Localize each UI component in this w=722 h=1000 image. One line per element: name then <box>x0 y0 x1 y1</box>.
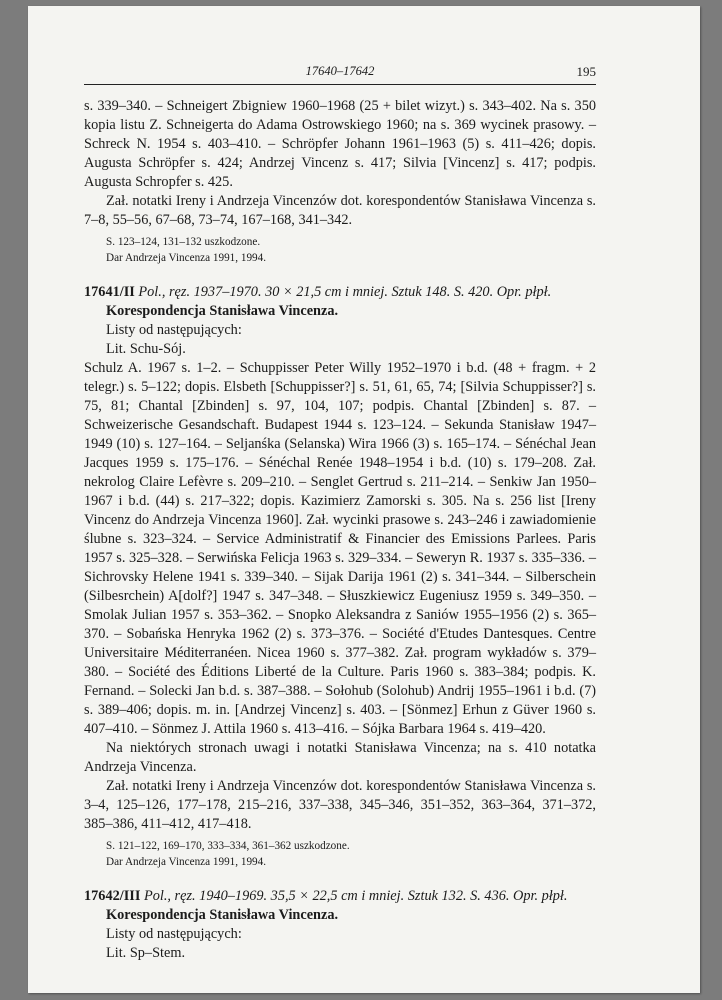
damage-note: S. 121–122, 169–170, 333–334, 361–362 uszkodzone. <box>106 840 350 852</box>
entry-letter-range: Lit. Sp–Stem. <box>106 945 186 961</box>
entry-17641 <box>84 283 596 302</box>
entry-note: Na niektórych stronach uwagi i notatki Stanisława Vincenza; na s. 410 notatka Andrzeja Vincenza. <box>84 740 596 775</box>
entry-17642 <box>84 887 596 906</box>
entry-note: Zał. notatki Ireny i Andrzeja Vincenzów dot. korespondentów Stanisława Vincenza s. 3–4, 125–126, 177–178, 215–216, 337–338, 345–346, 351–352, 363–364, 371–372, 385–386, 411–412, 417–418. <box>84 778 596 832</box>
entry-number: 17641/II <box>84 284 135 300</box>
entry-list-intro: Listy od następujących: <box>106 926 242 942</box>
page-number: 195 <box>576 64 596 79</box>
provenance-note: Dar Andrzeja Vincenza 1991, 1994. <box>106 252 267 264</box>
page-content <box>84 97 596 963</box>
provenance-note: Dar Andrzeja Vincenza 1991, 1994. <box>106 856 267 868</box>
entry-note: Zał. notatki Ireny i Andrzeja Vincenzów dot. korespondentów Stanisława Vincenza s. 7–8, 55–56, 67–68, 73–74, 167–168, 341–342. <box>84 193 596 228</box>
entry-meta: Pol., ręz. 1940–1969. 35,5 × 22,5 cm i mniej. Sztuk 132. S. 436. Opr. płpł. <box>143 888 568 904</box>
entry-title: Korespondencja Stanisława Vincenza. <box>106 303 339 319</box>
entry-letter-range: Lit. Schu-Sój. <box>106 341 186 357</box>
damage-note: S. 123–124, 131–132 uszkodzone. <box>106 236 261 248</box>
entry-body: Schulz A. 1967 s. 1–2. – Schuppisser Peter Willy 1952–1970 i b.d. (48 + fragm. + 2 telegr.) s. 5–122; dopis. Elsbeth [Schuppisser?] s. 51, 61, 65, 74; [Silvia Schuppisser?] s. 75, 81; Chantal [Zbinden] s. 97, 104, 107; podpis. Chantal [Zbinden] s. 87. – Schweizerische Gesandschaft. Budapest 1944 s. 123–124. – Sekunda Stanisław 1947–1949 (10) s. 127–164. – Seljanśka (Selanska) Wira 1966 (3) s. 165–174. – Sénéchal Jean Jacques 1959 s. 175–176. – Sénéchal Renée 1948–1954 i b.d. (10) s. 179–208. Zał. nekrolog Claire Lefèvre s. 209–210. – Senglet Gertrud s. 211–214. – Senkiw Jan 1950–1967 i b.d. (44) s. 217–322; dopis. Kazimierz Zamorski s. 305. Na s. 256 list [Ireny Vincenz do Andrzeja Vincenza 1960]. Zał. wycinki prasowe s. 243–246 i zawiadomienie ślubne s. 323–324. – Service Administratif & Financier des Emissions Parlees. Paris 1957 s. 325–328. – Serwińska Felicja 1963 s. 329–334. – Seweryn R. 1937 s. 335–336. – Sichrovsky Helene 1941 s. 339–340. – Sijak Darija 1961 (2) s. 341–344. – Silberschein (Silbesrchein) A[dolf?] 1947 s. 347–348. – Słuszkiewicz Eugeniusz 1959 s. 349–350. – Smolak Julian 1957 s. 353–362. – Snopko Aleksandra z Saniów 1955–1956 (2) s. 365–370. – Sobańska Henryka 1962 (2) s. 373–376. – Société d'Etudes Dantesques. Centre Universitaire Méditerranéen. Nicea 1960 s. 377–382. Zał. program wykładów s. 379–380. – Société des Éditions Liberté de la Culture. Paris 1960 s. 383–384; podpis. K. Fernand. – Solecki Jan b.d. s. 387–388. – Sołohub (Solohub) Andrij 1955–1961 i b.d. (7) s. 389–406; dopis. m. in. [Andrzej Vincenz] s. 403. – [Sönmez] Erhun z Güver 1960 s. 407–410. – Sönmez J. Attila 1960 s. 413–416. – Sójka Barbara 1964 s. 419–420. <box>84 360 596 737</box>
entry-continuation-text: s. 339–340. – Schneigert Zbigniew 1960–1968 (25 + bilet wizyt.) s. 343–402. Na s. 350 kopia listu Z. Schneigerta do Adama Ostrowskiego 1960; na s. 369 wycinek prasowy. – Schreck N. 1954 s. 403–410. – Schröpfer Johann 1961–1963 (5) s. 411–426; dopis. Augusta Schröpfer s. 424; Andrzej Vincenz s. 417; Silvia [Vincenz] s. 417; podpis. Augusta Schropfer s. 425. <box>84 98 596 190</box>
entry-title: Korespondencja Stanisława Vincenza. <box>106 907 339 923</box>
page-header <box>84 64 596 85</box>
entry-meta: Pol., ręz. 1937–1970. 30 × 21,5 cm i mniej. Sztuk 148. S. 420. Opr. płpł. <box>138 284 552 300</box>
entry-number: 17642/III <box>84 888 141 904</box>
running-head: 17640–17642 <box>305 64 375 78</box>
entry-list-intro: Listy od następujących: <box>106 322 242 338</box>
